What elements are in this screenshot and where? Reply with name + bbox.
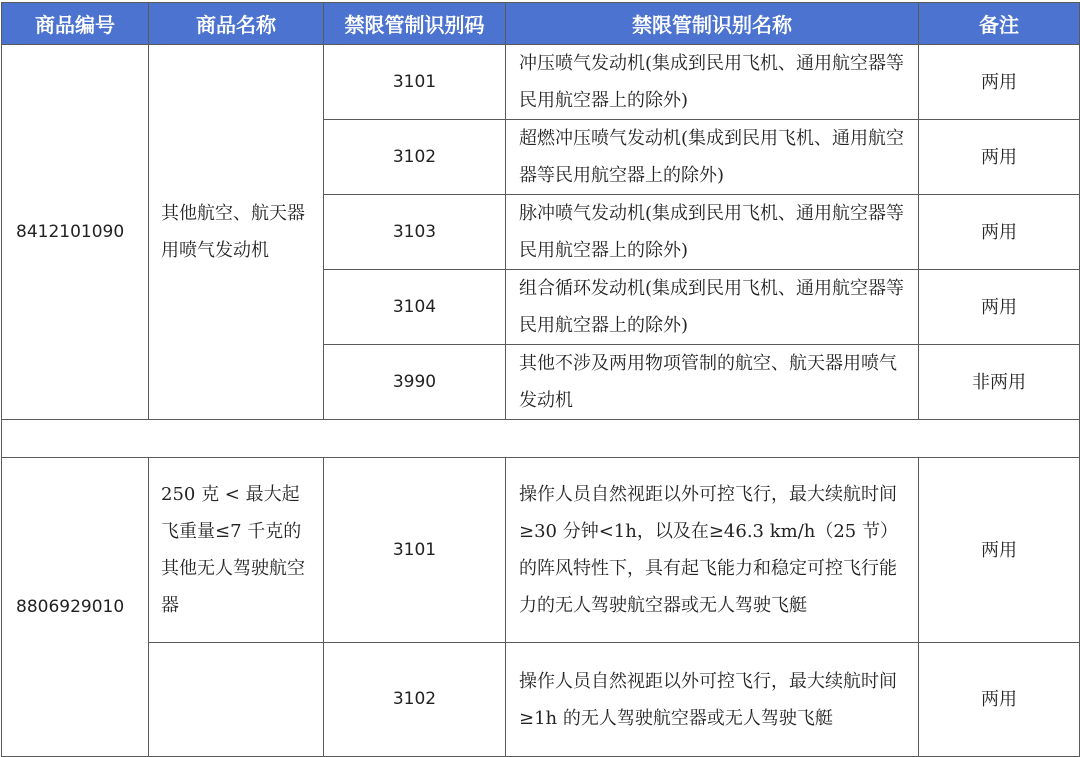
control-name-cell: 操作人员自然视距以外可控飞行，最大续航时间≥1h 的无人驾驶航空器或无人驾驶飞艇 xyxy=(506,643,919,757)
control-name-cell: 操作人员自然视距以外可控飞行，最大续航时间≥30 分钟<1h，以及在≥46.3 km/h（25 节）的阵风特性下，具有起飞能力和稳定可控飞行能力的无人驾驶航空器或无人驾驶飞艇 xyxy=(506,458,919,643)
product-name-cell: 250 克 < 最大起飞重量≤7 千克的其他无人驾驶航空器 xyxy=(149,458,324,643)
header-remark: 备注 xyxy=(919,3,1080,45)
remark-cell: 两用 xyxy=(919,643,1080,757)
remark-cell: 非两用 xyxy=(919,345,1080,420)
header-control-id: 禁限管制识别码 xyxy=(324,3,506,45)
table-row xyxy=(2,458,1080,643)
control-id-cell: 3990 xyxy=(324,345,506,420)
remark-cell: 两用 xyxy=(919,270,1080,345)
remark-cell: 两用 xyxy=(919,195,1080,270)
spacer-cell xyxy=(2,420,1080,458)
control-id-cell: 3104 xyxy=(324,270,506,345)
control-name-cell: 其他不涉及两用物项管制的航空、航天器用喷气发动机 xyxy=(506,345,919,420)
empty-product-name-cell xyxy=(149,643,324,757)
product-code-cell: 8806929010 xyxy=(2,458,149,757)
control-name-cell: 超燃冲压喷气发动机(集成到民用飞机、通用航空器等民用航空器上的除外) xyxy=(506,120,919,195)
control-id-cell: 3102 xyxy=(324,120,506,195)
control-code-table xyxy=(1,2,1080,757)
control-id-cell: 3101 xyxy=(324,45,506,120)
control-id-cell: 3102 xyxy=(324,643,506,757)
table-row xyxy=(2,45,1080,120)
header-row xyxy=(2,3,1080,45)
table-body xyxy=(2,45,1080,757)
control-name-cell: 脉冲喷气发动机(集成到民用飞机、通用航空器等民用航空器上的除外) xyxy=(506,195,919,270)
product-name-cell: 其他航空、航天器用喷气发动机 xyxy=(149,45,324,420)
table-row xyxy=(2,643,1080,757)
header-product-name: 商品名称 xyxy=(149,3,324,45)
control-name-cell: 组合循环发动机(集成到民用飞机、通用航空器等民用航空器上的除外) xyxy=(506,270,919,345)
remark-cell: 两用 xyxy=(919,120,1080,195)
control-id-cell: 3103 xyxy=(324,195,506,270)
control-id-cell: 3101 xyxy=(324,458,506,643)
header-control-name: 禁限管制识别名称 xyxy=(506,3,919,45)
remark-cell: 两用 xyxy=(919,458,1080,643)
product-code-cell: 8412101090 xyxy=(2,45,149,420)
table-header xyxy=(2,3,1080,45)
control-name-cell: 冲压喷气发动机(集成到民用飞机、通用航空器等民用航空器上的除外) xyxy=(506,45,919,120)
spacer-row xyxy=(2,420,1080,458)
remark-cell: 两用 xyxy=(919,45,1080,120)
header-product-code: 商品编号 xyxy=(2,3,149,45)
